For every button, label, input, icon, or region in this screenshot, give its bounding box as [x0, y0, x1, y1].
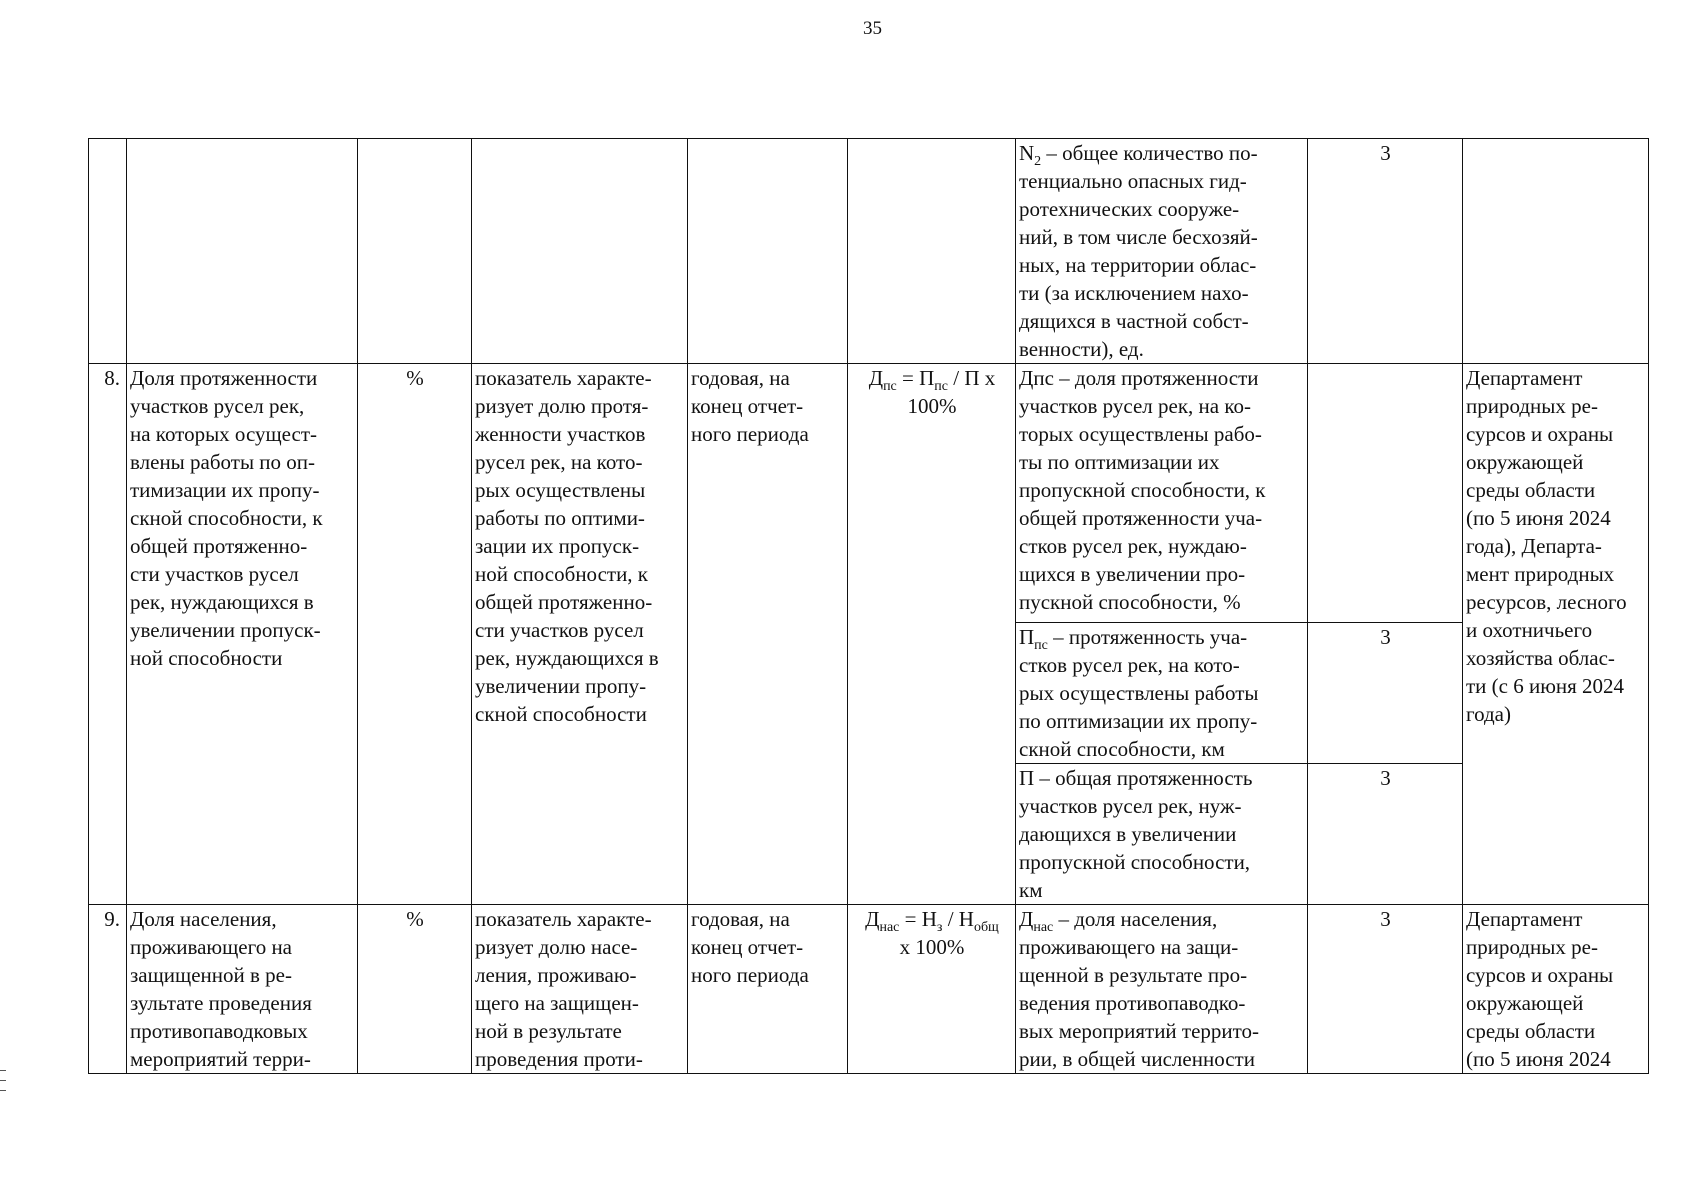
cell-definition: [472, 139, 688, 364]
indicator-name: Доля протяженности участков русел рек, на которых осущест- влены работы по оп- тимизации их пропу- скной способности, к общей протяженно- сти участков русел рек, нуждающихся в увеличении пропуск- ной способности: [127, 364, 358, 905]
indicators-table: [88, 138, 1649, 1074]
data-source: 3: [1308, 623, 1463, 764]
unit: %: [358, 905, 472, 1074]
indicator-definition: показатель характе- ризует долю насе- ления, проживаю- щего на защищен- ной в результате проведения проти-: [472, 905, 688, 1074]
indicator-name: Доля населения, проживающего на защищенной в ре- зультате проведения противопаводковых мероприятий терри-: [127, 905, 358, 1074]
indicator-definition: показатель характе- ризует долю протя- женности участков русел рек, на кото- рых осуществлены работы по оптими- зации их пропуск- ной способности, к общей протяженно- сти участков русел рек, нуждающихся в увеличении пропу- скной способности: [472, 364, 688, 905]
term-description: П – общая протяженность участков русел рек, нуж- дающихся в увеличении пропускной способности, км: [1016, 764, 1308, 905]
cell-term: $N_2$ – общее количество по- тенциально опасных гид- ротехнических сооруже- ний, в том числе бесхозяй- ных, на территории облас- ти (за исключением нахо- дящихся в частной собст- венности), ед.: [1016, 139, 1308, 364]
formula: $Д_{пс} = П_{пс} / П$ х 100%: [848, 364, 1016, 905]
page-number: 35: [863, 18, 882, 39]
row-number: 8.: [89, 364, 127, 905]
cell-responsible: [1463, 139, 1649, 364]
row-number: 9.: [89, 905, 127, 1074]
unit: %: [358, 364, 472, 905]
table-row-8: [89, 364, 1649, 623]
formula: $Д_{нас} = Н_з / Н_{общ}$ х 100%: [848, 905, 1016, 1074]
term-description: $П_{пс}$ – протяженность уча- стков русел рек, на кото- рых осуществлены работы по оптимизации их пропу- скной способности, км: [1016, 623, 1308, 764]
cell-unit: [358, 139, 472, 364]
cell-source: 3: [1308, 139, 1463, 364]
responsible-body: Департамент природных ре- сурсов и охраны окружающей среды области (по 5 июня 2024 года), Департа- мент природных ресурсов, лесного и охотничьего хозяйства облас- ти (с 6 июня 2024 года): [1463, 364, 1649, 905]
periodicity: годовая, на конец отчет- ного периода: [688, 364, 848, 905]
term-description: Дпс – доля протяженности участков русел рек, на ко- торых осуществлены рабо- ты по оптимизации их пропускной способности, к общей протяженности уча- стков русел рек, нуждаю- щихся в увеличении про- пускной способности, %: [1016, 364, 1308, 623]
data-source: 3: [1308, 905, 1463, 1074]
term-symbol: N: [1019, 141, 1035, 165]
term-description: $Д_{нас}$ – доля населения, проживающего на защи- щенной в результате про- ведения противопаводко- вых мероприятий террито- рии, в общей численности: [1016, 905, 1308, 1074]
data-source: [1308, 364, 1463, 623]
table-row-9: [89, 905, 1649, 1074]
responsible-body: Департамент природных ре- сурсов и охраны окружающей среды области (по 5 июня 2024: [1463, 905, 1649, 1074]
cell-periodicity: [688, 139, 848, 364]
table-row-continuation: [89, 139, 1649, 364]
cell-name: [127, 139, 358, 364]
cell-formula: [848, 139, 1016, 364]
cell-num: [89, 139, 127, 364]
periodicity: годовая, на конец отчет- ного периода: [688, 905, 848, 1074]
term-description: – общее количество по- тенциально опасных гид- ротехнических сооруже- ний, в том числе бесхозяй- ных, на территории облас- ти (за исключением нахо- дящихся в частной собст- венности), ед.: [1019, 141, 1258, 361]
scan-edge-marks: [0, 1070, 6, 1100]
data-source: 3: [1308, 764, 1463, 905]
